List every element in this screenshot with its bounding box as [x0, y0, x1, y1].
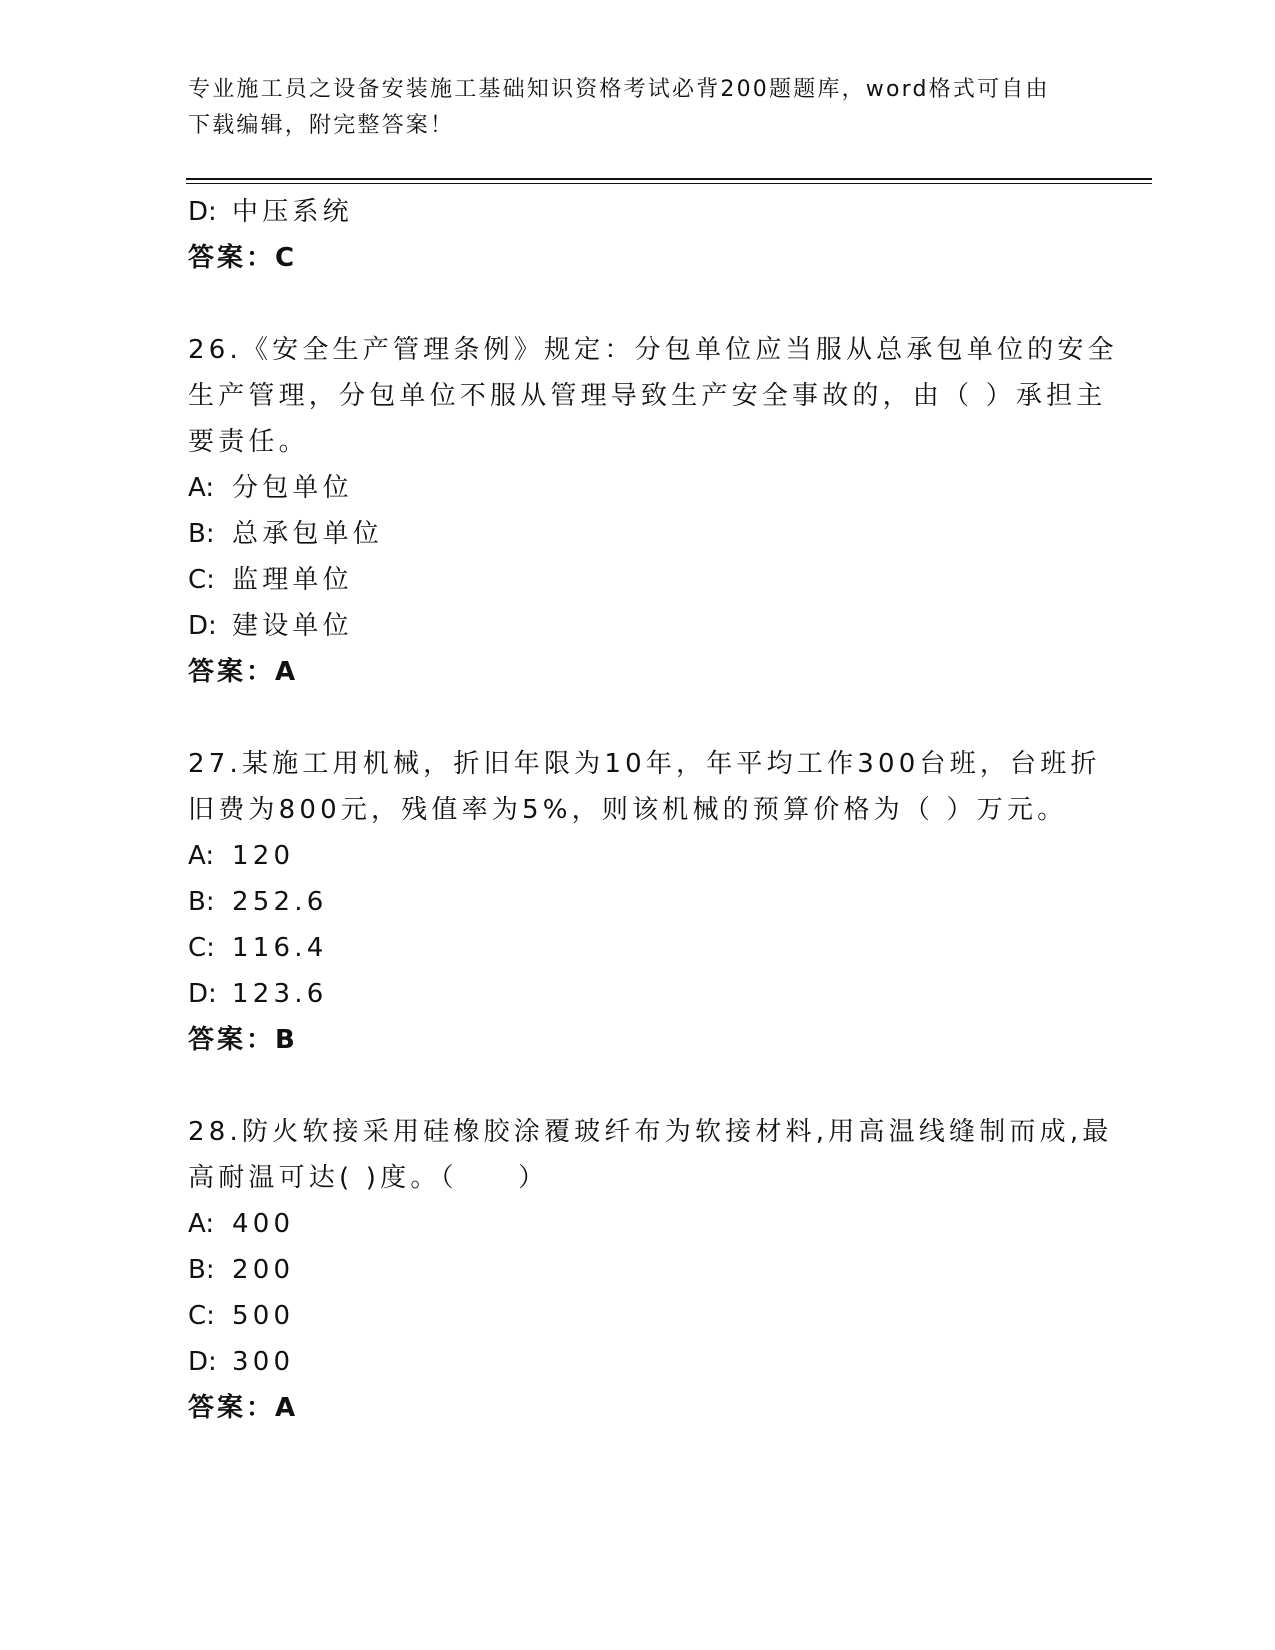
option-a [188, 833, 1088, 879]
option-c [188, 1293, 1088, 1339]
header-rule-thick [186, 178, 1152, 180]
option-b [188, 511, 1088, 557]
header-line-1: 专业施工员之设备安装施工基础知识资格考试必背200题题库，word格式可自由 [188, 77, 1050, 102]
option-text: 123.6 [232, 979, 328, 1009]
option-label: A: [188, 473, 215, 503]
question-list [188, 189, 1118, 1431]
answer [188, 1385, 1088, 1431]
option-label: C: [188, 565, 215, 595]
option-label: B: [188, 1255, 215, 1285]
question-text-line: 旧费为800元，残值率为5%，则该机械的预算价格为（ ）万元。 [188, 795, 1068, 825]
option-text: 500 [232, 1301, 295, 1331]
option-text: 252.6 [232, 887, 328, 917]
option-text: 分包单位 [232, 473, 353, 503]
question-text-line: 28.防火软接采用硅橡胶涂覆玻纤布为软接材料,用高温线缝制而成,最 [188, 1117, 1113, 1147]
answer-value: C [275, 243, 297, 273]
answer-label: 答案： [188, 243, 276, 273]
option-text: 建设单位 [232, 611, 353, 641]
prev-option-d [188, 189, 1088, 235]
question-text-line: 26.《安全生产管理条例》规定：分包单位应当服从总承包单位的安全 [188, 335, 1118, 365]
option-d [188, 603, 1088, 649]
header-rule-thin [186, 183, 1152, 184]
option-c [188, 557, 1088, 603]
option-text: 200 [232, 1255, 295, 1285]
option-label: D: [188, 1347, 217, 1377]
question-text-line: 要责任。 [188, 427, 309, 457]
answer-label: 答案： [188, 1025, 276, 1055]
option-c [188, 925, 1088, 971]
option-label: D: [188, 197, 217, 227]
option-label: A: [188, 1209, 215, 1239]
question-26 [188, 327, 1118, 695]
option-text: 总承包单位 [232, 519, 384, 549]
answer-label: 答案： [188, 657, 276, 687]
option-b [188, 1247, 1088, 1293]
option-d [188, 971, 1088, 1017]
option-label: C: [188, 933, 215, 963]
option-b [188, 879, 1088, 925]
option-label: D: [188, 611, 217, 641]
header-line-2: 下载编辑，附完整答案！ [188, 113, 455, 138]
question-text-line: 27.某施工用机械，折旧年限为10年，年平均工作300台班，台班折 [188, 749, 1101, 779]
option-text: 116.4 [232, 933, 328, 963]
question-text-line: 高耐温可达( )度。（ ） [188, 1163, 549, 1193]
question-text-line: 生产管理，分包单位不服从管理导致生产安全事故的，由（ ）承担主 [188, 381, 1107, 411]
option-text: 400 [232, 1209, 295, 1239]
question-28 [188, 1109, 1113, 1431]
option-d [188, 1339, 1088, 1385]
page-header [188, 72, 1088, 144]
option-a [188, 1201, 1088, 1247]
question-27 [188, 741, 1101, 1063]
option-label: C: [188, 1301, 215, 1331]
answer-value: B [275, 1025, 297, 1055]
option-label: A: [188, 841, 215, 871]
option-label: D: [188, 979, 217, 1009]
option-text: 监理单位 [232, 565, 353, 595]
option-text: 中压系统 [232, 197, 353, 227]
answer-label: 答案： [188, 1393, 276, 1423]
option-label: B: [188, 887, 215, 917]
answer-value: A [275, 657, 298, 687]
answer [188, 649, 1088, 695]
option-a [188, 465, 1088, 511]
prev-answer [188, 235, 1088, 281]
option-text: 120 [232, 841, 295, 871]
answer-value: A [275, 1393, 298, 1423]
option-label: B: [188, 519, 215, 549]
option-text: 300 [232, 1347, 295, 1377]
answer [188, 1017, 1088, 1063]
